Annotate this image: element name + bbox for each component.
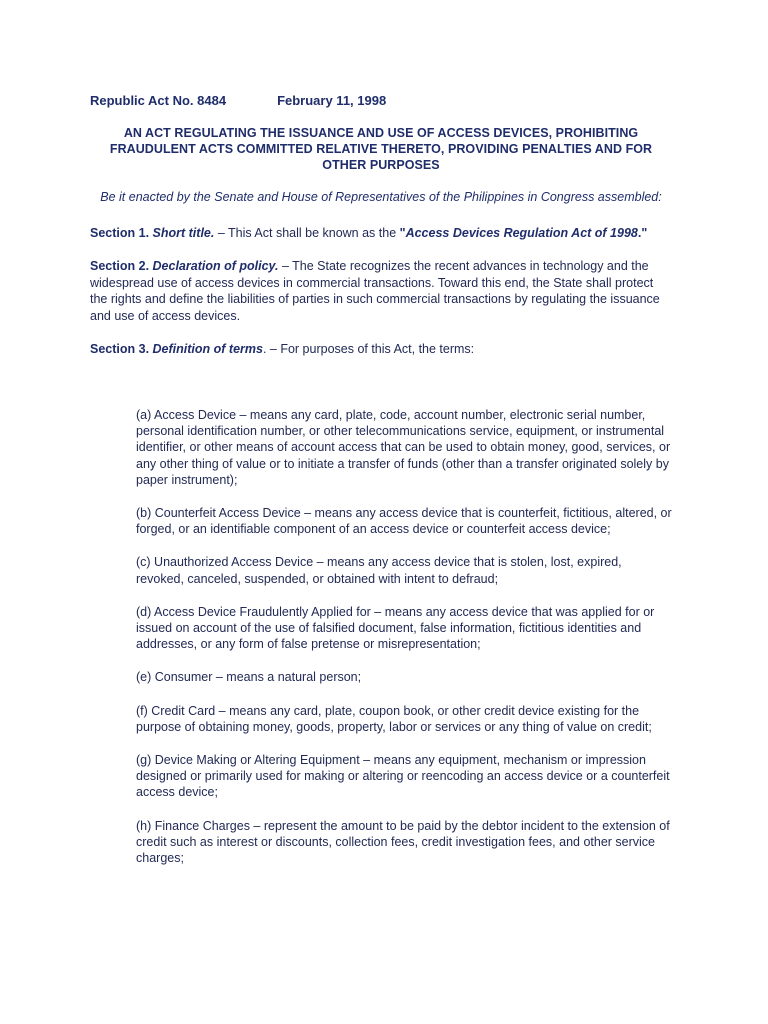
definition-item: (g) Device Making or Altering Equipment – means any equipment, mechanism or impression designed or primarily used for making or altering or reencoding an access device or a counterfeit access device; [136,753,670,800]
section-heading: Short title. [152,225,215,240]
act-date: February 11, 1998 [277,93,387,108]
act-title: AN ACT REGULATING THE ISSUANCE AND USE OF ACCESS DEVICES, PROHIBITING FRAUDULENT ACTS COMMITTED RELATIVE THERETO, PROVIDING PENALTIES AND FOR OTHER PURPOSES [109,126,653,172]
section-heading: Definition of terms [152,342,263,356]
definition-item: (d) Access Device Fraudulently Applied for – means any access device that was applied for or issued on account of the use of falsified document, false information, fictitious identities and addresses, or any form of false pretense or misrepresentation; [136,604,655,652]
section-1 [90,225,672,242]
section-number: Section 2. [90,259,150,273]
short-title-quote [400,226,648,240]
short-title-name: Access Devices Regulation Act of 1998 [405,225,638,240]
section-text: . – For purposes of this Act, the terms: [262,342,475,356]
section-number: Section 1. [90,225,150,240]
act-header [90,92,672,110]
section-text: – This Act shall be known as the [214,225,400,240]
section-number: Section 3. [90,342,150,356]
definition-item: (h) Finance Charges – represent the amount to be paid by the debtor incident to the extension of credit such as interest or discounts, collection fees, credit investigation fees, and other service charges; [136,818,670,866]
act-number: Republic Act No. 8484 [90,93,227,108]
definitions-list [136,407,672,883]
section-heading: Declaration of policy. [152,259,279,273]
section-3 [90,341,672,358]
definition-item: (b) Counterfeit Access Device – means any access device that is counterfeit, fictitious, altered, or forged, or an identifiable component of an access device or counterfeit access device; [136,506,672,537]
section-text: – The State recognizes the recent advances in technology and the widespread use of access devices in commercial transactions. Toward this end, the State shall protect the rights and define the liabilities of parties in such commercial transactions by regulating the issuance and use of access devices. [90,259,660,323]
quote-open: " [399,225,406,240]
section-2 [90,258,672,324]
definition-item: (a) Access Device – means any card, plate, code, account number, electronic serial number, personal identification number, or other telecommunications service, equipment, or instrumental identifier, or other means of account access that can be used to obtain money, good, services, or any other thing of value or to initiate a transfer of funds (other than a transfer originated solely by paper instrument); [136,408,671,487]
quote-close: ." [637,225,648,240]
enacting-clause: Be it enacted by the Senate and House of Representatives of the Philippines in Congress assembled: [100,190,662,204]
document-body [90,92,672,358]
definition-item: (c) Unauthorized Access Device – means any access device that is stolen, lost, expired, revoked, canceled, suspended, or obtained with intent to defraud; [136,555,622,586]
definition-item: (f) Credit Card – means any card, plate, coupon book, or other credit device existing for the purpose of obtaining money, goods, property, labor or services or any thing of value on credit; [136,703,652,734]
definition-item: (e) Consumer – means a natural person; [136,670,362,685]
